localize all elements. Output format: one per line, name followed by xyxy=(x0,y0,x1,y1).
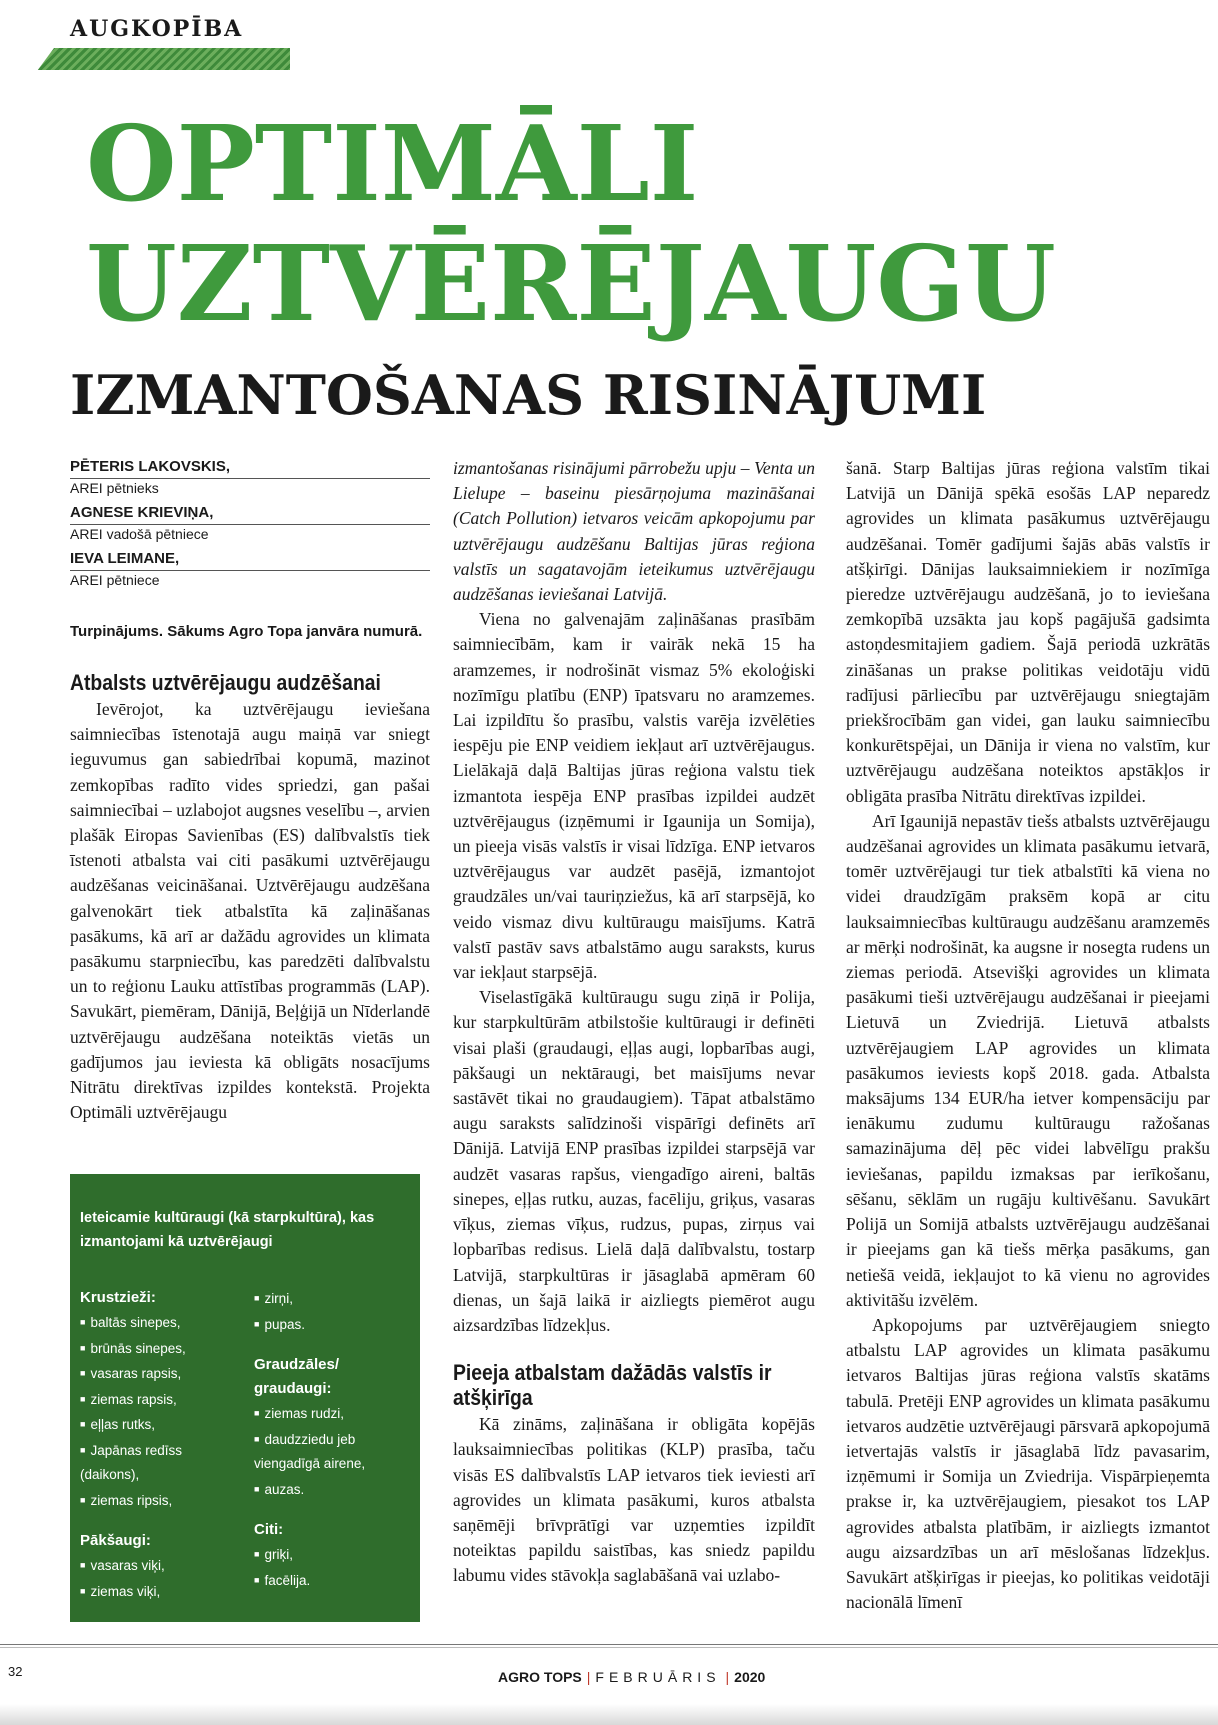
section-label: AUGKOPĪBA xyxy=(70,16,244,42)
section-decor-bar xyxy=(0,48,290,70)
author-name: PĒTERIS LAKOVSKIS, xyxy=(70,456,430,479)
footer-separator: | xyxy=(586,1669,591,1685)
group-heading: Citi: xyxy=(254,1521,284,1538)
paragraph: izmantošanas risinājumi pārrobežu upju – Venta un Lielupe – baseinu piesārņojuma mazināšanai (Catch Pollution) ietvaros veicām apkopojumu par uztvērējaugu audzēšanu Baltijas jūras reģiona valstīs un sagatavojām ieteikumus uztvērējaugu audzēšanas ieviešanai Latvijā. xyxy=(453,458,815,605)
group-heading: Pākšaugi: xyxy=(80,1532,151,1549)
crop-item: ■ facēlija. xyxy=(254,1568,414,1594)
author-name: AGNESE KRIEVIŅA, xyxy=(70,502,430,525)
group-heading: Krustzieži: xyxy=(80,1289,156,1306)
crop-item: ■ ziemas viķi, xyxy=(80,1579,240,1605)
crop-item: ■ ziemas rudzi, xyxy=(254,1401,414,1427)
crop-item: ■ griķi, xyxy=(254,1542,414,1568)
crop-group xyxy=(80,1286,240,1513)
page-number: 32 xyxy=(8,1664,23,1679)
crop-item: ■ pupas. xyxy=(254,1312,414,1338)
paragraph: šanā. Starp Baltijas jūras reģiona valstīm tikai Latvijā un Dānijā spēkā esošās LAP neparedz agrovides un klimata pasākumus uztvērējaugu audzēšanai. Tomēr gadījumi šajās abās valstīs ir atšķirīgi. Dānijas lauksaimniekiem ir nozīmīga pieredze uztvērējaugu audzēšanā, jo to ieviešana zemkopībā uzsākta jau kopš pagājušā gadsimta astoņdesmitajiem gadiem. Šajā periodā uzkrātās zināšanas un prakse politikas veidotāju vidū radījusi pārliecību par uztvērējaugu sniegtajām priekšrocībām gan videi, gan lauku saimniecību konkurētspējai, un Dānija ir viena no valstīm, kur uztvērējaugu audzēšana noteiktos apstākļos ir obligāta prasība Nitrātu direktīvas izpildei. xyxy=(846,458,1210,806)
crop-item: ■ baltās sinepes, xyxy=(80,1310,240,1336)
crop-item: ■ daudzziedu jeb viengadīgā airene, xyxy=(254,1427,414,1477)
crop-item: ■ ziemas rapsis, xyxy=(80,1387,240,1413)
paragraph: Viena no galvenajām zaļināšanas prasībām saimniecībām, kam ir vairāk nekā 15 ha aramzemes, ir nodrošināt vismaz 5% ekoloģiski nozīmīgu platību (ENP) īpatsvaru no aramzemes. Lai izpildītu šo prasību, valstis varēja izvēlēties iespēju pie ENP veidiem iekļaut arī uztvērējaugus. Lielākajā daļā Baltijas jūras reģiona valstu tiek izmantota iespēja ENP prasības izpildei audzēt uztvērējaugus (izņēmumi ir Igaunija un Somija), un pieeja visās valstīs ir visai līdzīga. ENP ietvaros uztvērējaugus var audzēt pasējā, izmantojot graudzāles un/vai tauriņziežus, kā arī starpsējā, ko veido vismaz divu kultūraugu maisījums. Katrā valstī pastāv savs atbalstāmo augu saraksts, kurus var iekļaut starpsējā. xyxy=(453,609,815,983)
footer-divider xyxy=(0,1644,1218,1645)
column-3 xyxy=(846,456,1210,1615)
author-role: AREI pētniece xyxy=(70,572,160,588)
crop-item: ■ ziemas ripsis, xyxy=(80,1488,240,1514)
crop-group xyxy=(254,1518,414,1593)
crop-group xyxy=(254,1353,414,1502)
paragraph: Viselastīgākā kultūraugu sugu ziņā ir Polija, kur starpkultūrām atbilstošie kultūraugi ir definēti visai plaši (graudaugi, eļļas augi, lopbarības augi, pākšaugi un nektāraugi, bet maisījums nevar sastāvēt tikai no graudaugiem). Tāpat atbalstāmo augu saraksts salīdzinoši vispārīgi definēts arī Dānijā. Latvijā ENP prasības izpildei starpsējā var audzēt vasaras rapšus, viengadīgo aireni, baltās sinepes, eļļas rutku, auzas, facēliju, griķus, vasaras vīķus, ziemas vīķus, rudzus, pupas, zirņus vai lopbarības redisus. Lielā daļā dalībvalstu, tostarp Latvijā, starpkultūras ir jāsaglabā apmēram 60 dienas, un šajā laikā ir aizliegts piemērot augu aizsardzības līdzekļus. xyxy=(453,987,815,1335)
column-1 xyxy=(70,456,430,1125)
scan-shadow xyxy=(0,1704,1218,1725)
author-2 xyxy=(70,502,430,544)
continuation-note: Turpinājums. Sākums Agro Topa janvāra numurā. xyxy=(70,623,423,640)
article-title-line-3: IZMANTOŠANAS RISINĀJUMI xyxy=(70,363,987,427)
paragraph: Apkopojums par uztvērējaugiem sniegto atbalstu LAP agrovides un klimata pasākumu ietvaros Baltijas jūras reģiona valstīs skatāms tabulā. Pretēji ENP agrovides un klimata pasākumu ietvaros audzētie uztvērējaugi pārsvarā apkopojumā ietvertajās valstīs ir jāsaglabā līdz pavasarim, izņēmumi ir Somija un Zviedrija. Vispārpieņemta prakse ir, ka uztvērējaugiem, piesakot tos LAP agrovides atbalsta platībām, ir aizliegts izmantot augu aizsardzības un arī mēslošanas līdzekļus. Savukārt atšķirīgas ir pieejas, ko politikas veidotāji nacionālā līmenī xyxy=(846,1314,1210,1613)
footer-divider xyxy=(0,1647,1218,1648)
footer-issue xyxy=(498,1669,765,1685)
paragraph: Kā zināms, zaļināšana ir obligāta kopējās lauksaimniecības politikas (KLP) prasība, taču visās ES dalībvalstīs LAP ietvaros tiek ieviesti arī agrovides un klimata pasākumi, kuros atbalsta saņēmēji brīvprātīgi var uzņemties izpildīt noteiktas papildu saistības, kas sniedz papildu labumu vides stāvokļa saglabāšanā vai uzlabo- xyxy=(453,1414,815,1586)
issue-month: FEBRUĀRIS xyxy=(595,1669,721,1685)
subheading-support: Atbalsts uztvērējaugu audzēšanai xyxy=(70,670,381,695)
crop-item: ■ brūnās sinepes, xyxy=(80,1336,240,1362)
crop-item: ■ vasaras rapsis, xyxy=(80,1361,240,1387)
group-heading: Graudzāles/ graudaugi: xyxy=(254,1356,340,1397)
author-role: AREI pētnieks xyxy=(70,480,159,496)
paragraph: Ievērojot, ka uztvērējaugu ieviešana saimniecības īstenotajā augu maiņā var sniegt ieguvumus gan sabiedrībai kopumā, mazinot zemkopības radīto vides spriedzi, gan pašai saimniecībai – uzlabojot augsnes veselību –, arvien plašāk Eiropas Savienības (ES) dalībvalstīs tiek īstenoti atbalsta vai citi pasākumi uztvērējaugu audzēšanas veicināšanai. Uztvērējaugu audzēšana galvenokārt tiek atbalstīta kā zaļināšanas pasākums, kā arī ar dažādu agrovides un klimata pasākumu starpniecību, kas paredzēti dalībvalstu un to reģionu Lauku attīstības programmās (LAP). Savukārt, piemēram, Dānijā, Beļģijā un Nīderlandē uztvērējaugu audzēšana noteiktās vietās un gadījumos jau ieviesta kā obligāts nosacījums Nitrātu direktīvas izpildes kontekstā. Projekta Optimāli uztvērējaugu xyxy=(70,699,430,1123)
crop-item: ■ Japānas redīss (daikons), xyxy=(80,1438,240,1488)
subheading-approach: Pieeja atbalstam dažādās valstīs ir atšķirīga xyxy=(453,1360,772,1411)
paragraph: Arī Igaunijā nepastāv tiešs atbalsts uztvērējaugu audzēšanai agrovides un klimata pasākumu ietvarā, tomēr uztvērējaugi tur tiek atbalstīti kā viena no videi draudzīgām praksēm kopā ar citu lauksaimniecības kultūraugu audzēšanu aramzemēs ar mērķi nodrošināt, ka augsne ir nosegta rudens un ziemas periodā. Atsevišķi agrovides un klimata pasākumi tieši uztvērējaugu audzēšanai ir pieejami Lietuvā un Zviedrijā. Lietuvā atbalsts uztvērējaugiem LAP agrovides un klimata pasākumos ieviests kopš 2018. gada. Atbalsta maksājums 134 EUR/ha ietver kompensāciju par ienākumu zudumu kultūraugu ražošanas samazinājuma dēļ pēc videi labvēlīgu prakšu ieviešanas, papildu izmaksas par ierīkošanu, sēšanu, sēklām un rugāju kultivēšanu. Savukārt Polijā un Somijā atbalsts uztvērējaugu audzēšanai ir pieejams gan kā tiešs mērķa pasākums, gan netiešā veidā, iekļaujot to kā vienu no agrovides aktivitāšu izvēlēm. xyxy=(846,810,1210,1310)
crop-group xyxy=(254,1286,414,1337)
recommended-crops-box xyxy=(70,1174,420,1622)
author-1 xyxy=(70,456,430,498)
article-title-line-1: OPTIMĀLI xyxy=(86,102,699,225)
author-name: IEVA LEIMANE, xyxy=(70,548,430,571)
box-right-column xyxy=(254,1286,414,1609)
column-2 xyxy=(453,456,815,1589)
magazine-name: AGRO TOPS xyxy=(498,1669,582,1685)
crop-item: ■ zirņi, xyxy=(254,1286,414,1312)
crop-item: ■ eļļas rutks, xyxy=(80,1412,240,1438)
box-title: Ieteicamie kultūraugi (kā starpkultūra), kas izmantojami kā uztvērējaugi xyxy=(80,1210,375,1250)
crop-item: ■ vasaras viķi, xyxy=(80,1553,240,1579)
footer-separator: | xyxy=(725,1669,730,1685)
author-role: AREI vadošā pētniece xyxy=(70,526,209,542)
box-left-column xyxy=(80,1286,240,1620)
article-title-line-2: UZTVĒRĒJAUGU xyxy=(86,222,1056,345)
crop-group xyxy=(80,1529,240,1604)
issue-year: 2020 xyxy=(734,1669,766,1685)
crop-item: ■ auzas. xyxy=(254,1477,414,1503)
author-3 xyxy=(70,548,430,590)
